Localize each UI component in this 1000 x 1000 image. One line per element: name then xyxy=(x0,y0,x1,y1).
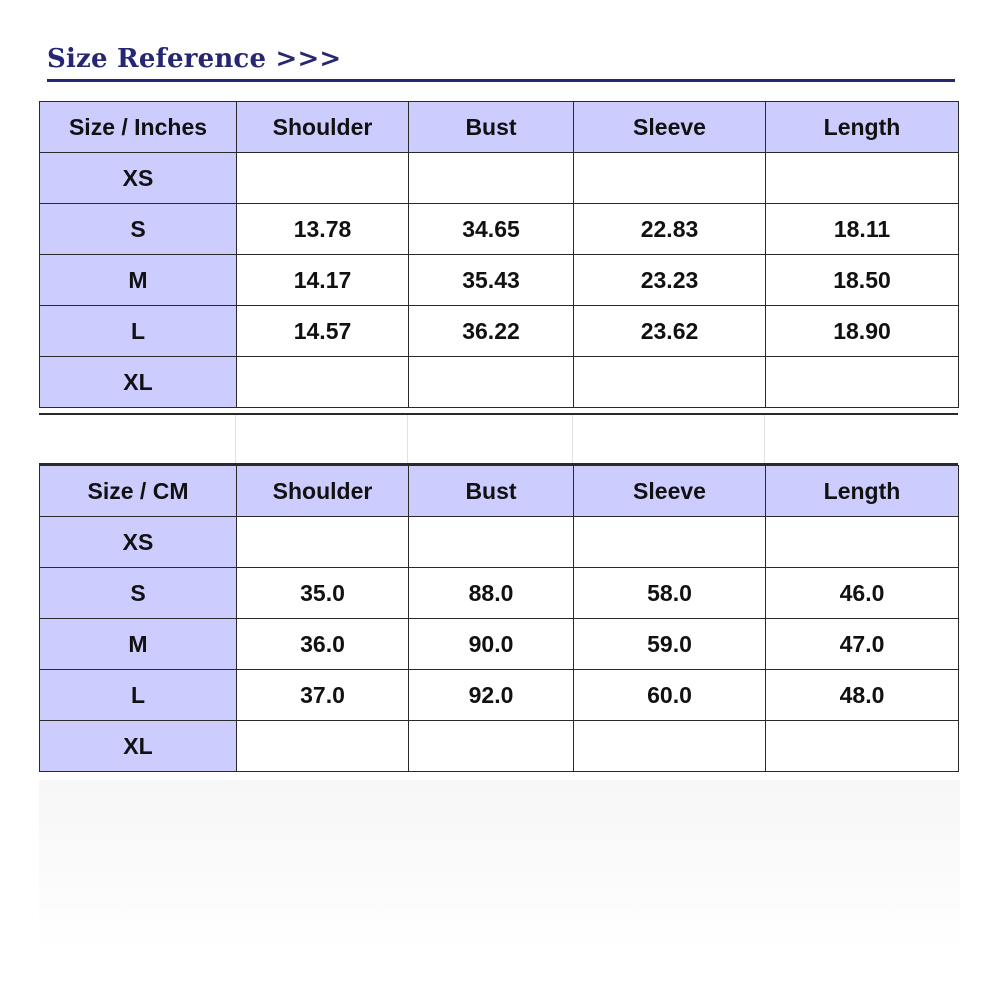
value-cell: 48.0 xyxy=(766,670,959,721)
value-cell: 18.90 xyxy=(766,306,959,357)
value-cell xyxy=(409,153,574,204)
value-cell xyxy=(237,721,409,772)
spacer-cell xyxy=(39,415,236,463)
table-row xyxy=(40,619,959,670)
column-header-shoulder: Shoulder xyxy=(237,102,409,153)
column-header-bust: Bust xyxy=(409,466,574,517)
value-cell: 13.78 xyxy=(237,204,409,255)
size-header-cell: Size / Inches xyxy=(40,102,237,153)
column-header-sleeve: Sleeve xyxy=(574,466,766,517)
value-cell xyxy=(409,517,574,568)
value-cell: 14.17 xyxy=(237,255,409,306)
value-cell: 14.57 xyxy=(237,306,409,357)
header-row xyxy=(40,466,959,517)
value-cell: 18.11 xyxy=(766,204,959,255)
size-label: M xyxy=(40,255,237,306)
value-cell xyxy=(574,357,766,408)
size-header-cell: Size / CM xyxy=(40,466,237,517)
value-cell: 90.0 xyxy=(409,619,574,670)
table-row xyxy=(40,153,959,204)
header-row xyxy=(40,102,959,153)
page-title: Size Reference >>> xyxy=(47,44,342,74)
column-header-sleeve: Sleeve xyxy=(574,102,766,153)
value-cell: 34.65 xyxy=(409,204,574,255)
size-label: S xyxy=(40,568,237,619)
size-table-inches xyxy=(39,101,959,408)
value-cell: 37.0 xyxy=(237,670,409,721)
value-cell: 92.0 xyxy=(409,670,574,721)
value-cell: 35.0 xyxy=(237,568,409,619)
value-cell: 23.23 xyxy=(574,255,766,306)
size-label: XS xyxy=(40,517,237,568)
spacer-cell xyxy=(573,415,765,463)
value-cell: 18.50 xyxy=(766,255,959,306)
value-cell: 23.62 xyxy=(574,306,766,357)
value-cell: 59.0 xyxy=(574,619,766,670)
value-cell xyxy=(766,357,959,408)
value-cell xyxy=(766,721,959,772)
table-row xyxy=(40,568,959,619)
spacer-cell xyxy=(765,415,958,463)
size-label: XL xyxy=(40,721,237,772)
table-row xyxy=(40,204,959,255)
value-cell xyxy=(237,357,409,408)
table-row xyxy=(40,306,959,357)
title-bar xyxy=(47,40,955,82)
value-cell xyxy=(574,153,766,204)
column-header-length: Length xyxy=(766,102,959,153)
spacer-cell xyxy=(408,415,573,463)
value-cell xyxy=(766,517,959,568)
table-row xyxy=(40,517,959,568)
size-label: S xyxy=(40,204,237,255)
spacer-cell xyxy=(236,415,408,463)
value-cell xyxy=(409,357,574,408)
column-header-shoulder: Shoulder xyxy=(237,466,409,517)
value-cell: 58.0 xyxy=(574,568,766,619)
value-cell: 35.43 xyxy=(409,255,574,306)
size-label: M xyxy=(40,619,237,670)
table-row xyxy=(40,255,959,306)
size-label: L xyxy=(40,670,237,721)
table-spacer xyxy=(39,413,958,465)
size-table-cm xyxy=(39,465,959,772)
size-label: XL xyxy=(40,357,237,408)
value-cell: 60.0 xyxy=(574,670,766,721)
size-label: XS xyxy=(40,153,237,204)
value-cell: 36.0 xyxy=(237,619,409,670)
value-cell xyxy=(237,517,409,568)
value-cell: 22.83 xyxy=(574,204,766,255)
column-header-length: Length xyxy=(766,466,959,517)
value-cell xyxy=(237,153,409,204)
value-cell: 46.0 xyxy=(766,568,959,619)
value-cell xyxy=(766,153,959,204)
value-cell xyxy=(574,517,766,568)
table-row xyxy=(40,357,959,408)
value-cell: 88.0 xyxy=(409,568,574,619)
value-cell xyxy=(409,721,574,772)
table-row xyxy=(40,721,959,772)
size-label: L xyxy=(40,306,237,357)
value-cell: 36.22 xyxy=(409,306,574,357)
value-cell xyxy=(574,721,766,772)
table-row xyxy=(40,670,959,721)
faded-background-area xyxy=(39,780,960,950)
value-cell: 47.0 xyxy=(766,619,959,670)
column-header-bust: Bust xyxy=(409,102,574,153)
